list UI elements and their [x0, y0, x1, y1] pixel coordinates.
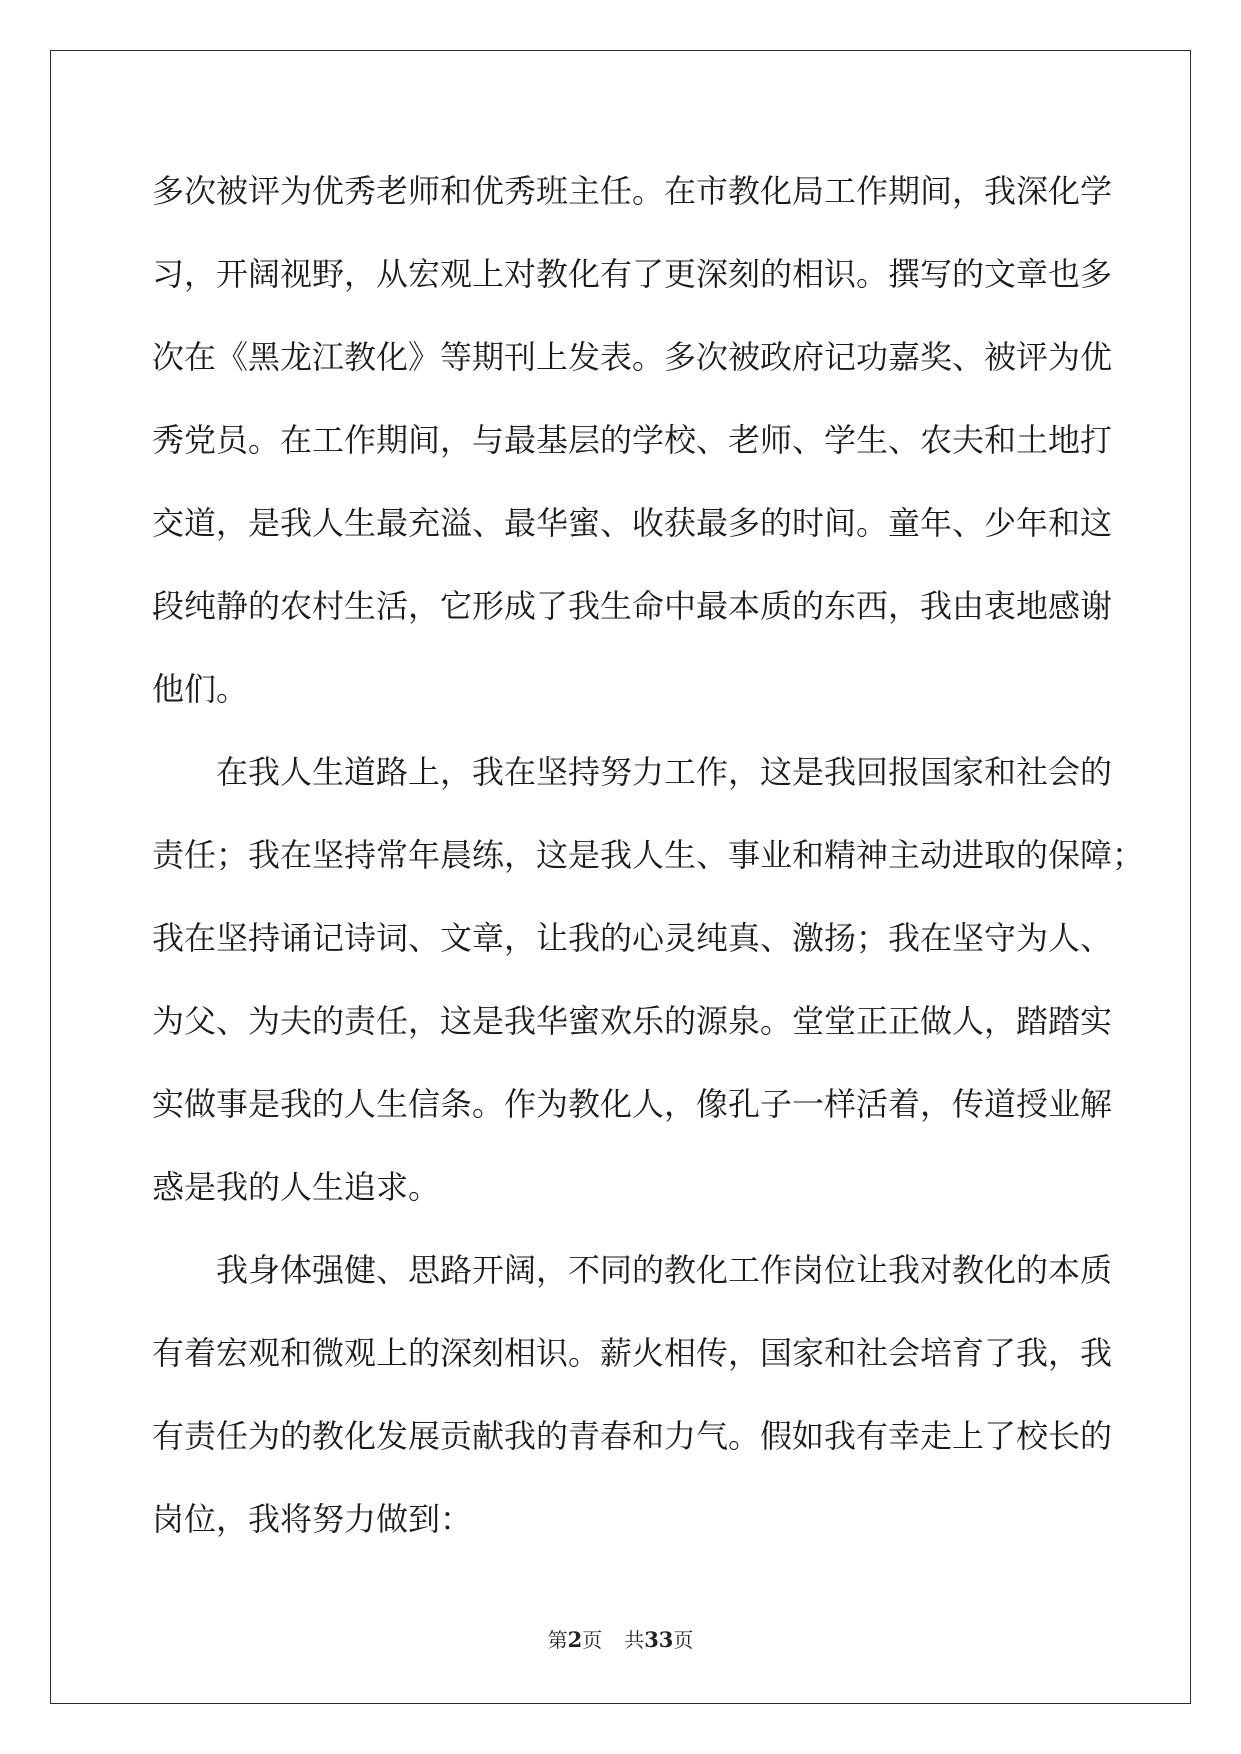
footer-total-prefix: 共 — [624, 1628, 645, 1652]
text-line: 在我人生道路上，我在坚持努力工作，这是我回报国家和社会的 — [152, 753, 1113, 791]
text-line: 我身体强健、思路开阔，不同的教化工作岗位让我对教化的本质 — [152, 1251, 1113, 1289]
page-current: 2 — [567, 1627, 583, 1652]
text-line: 有责任为的教化发展贡献我的青春和力气。假如我有幸走上了校长的 — [152, 1417, 1113, 1455]
text-line: 岗位，我将努力做到： — [152, 1500, 473, 1538]
page-footer — [0, 1624, 1241, 1653]
footer-prefix: 第 — [547, 1628, 568, 1652]
body-text — [152, 158, 1145, 1569]
text-line: 交道，是我人生最充溢、最华蜜、收获最多的时间。童年、少年和这 — [152, 504, 1113, 542]
text-line: 秀党员。在工作期间，与最基层的学校、老师、学生、农夫和土地打 — [152, 421, 1113, 459]
text-line: 我在坚持诵记诗词、文章，让我的心灵纯真、激扬；我在坚守为人、 — [152, 919, 1113, 957]
footer-total-suffix: 页 — [673, 1628, 694, 1652]
text-line: 他们。 — [152, 670, 249, 708]
text-line: 习，开阔视野，从宏观上对教化有了更深刻的相识。撰写的文章也多 — [152, 255, 1113, 293]
text-line: 段纯静的农村生活，它形成了我生命中最本质的东西，我由衷地感谢 — [152, 587, 1113, 625]
text-line: 多次被评为优秀老师和优秀班主任。在市教化局工作期间，我深化学 — [152, 172, 1113, 210]
footer-page-suffix: 页 — [582, 1628, 603, 1652]
text-line: 实做事是我的人生信条。作为教化人，像孔子一样活着，传道授业解 — [152, 1085, 1113, 1123]
text-line: 有着宏观和微观上的深刻相识。薪火相传，国家和社会培育了我，我 — [152, 1334, 1113, 1372]
text-line: 惑是我的人生追求。 — [152, 1168, 441, 1206]
page-total: 33 — [644, 1627, 674, 1652]
text-line: 次在《黑龙江教化》等期刊上发表。多次被政府记功嘉奖、被评为优 — [152, 338, 1113, 376]
text-line: 责任；我在坚持常年晨练，这是我人生、事业和精神主动进取的保障； — [152, 836, 1145, 874]
text-line: 为父、为夫的责任，这是我华蜜欢乐的源泉。堂堂正正做人，踏踏实 — [152, 1002, 1113, 1040]
